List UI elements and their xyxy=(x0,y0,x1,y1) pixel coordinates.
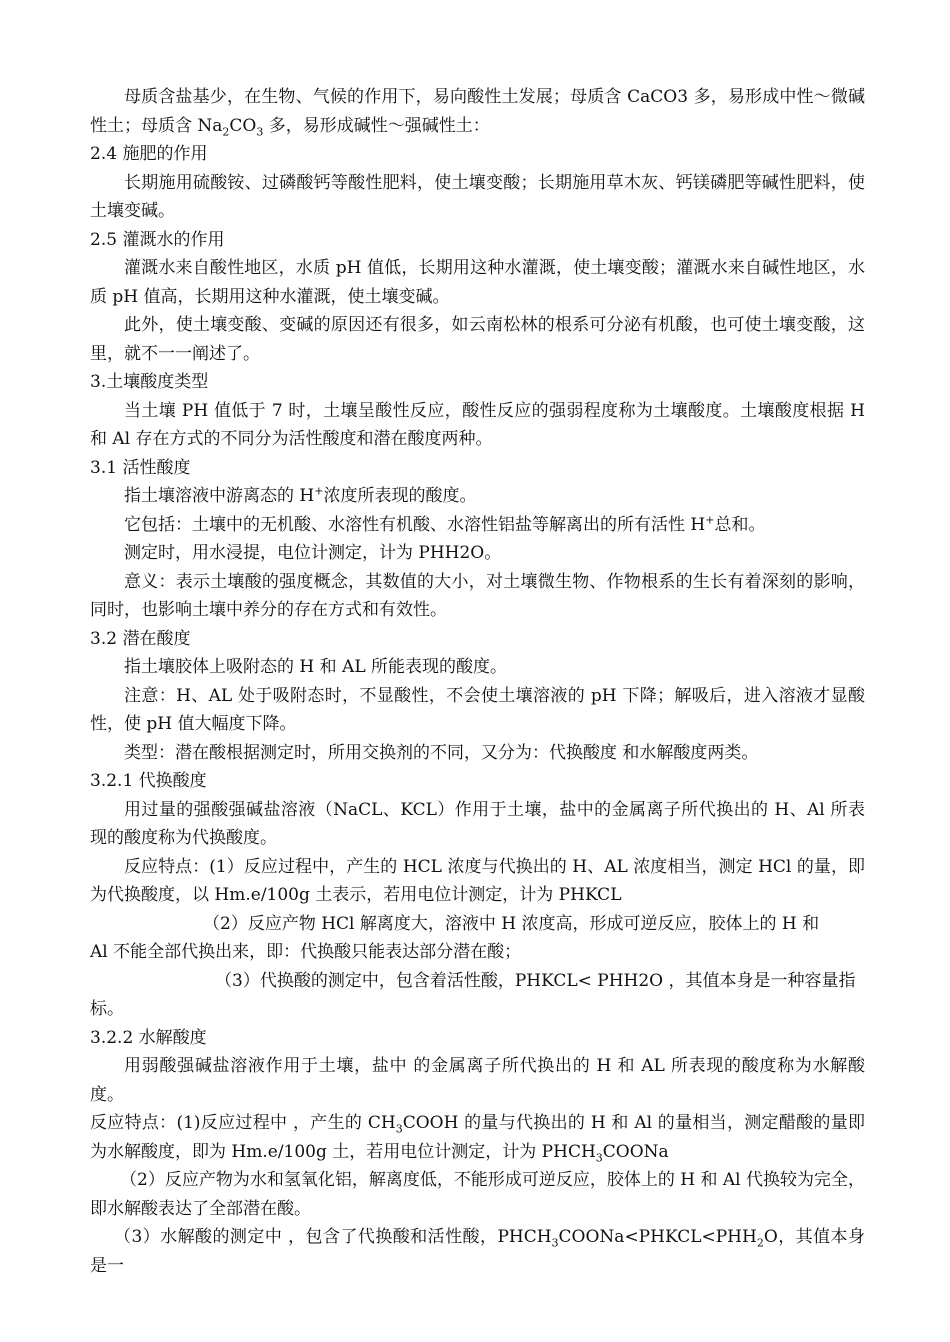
section-heading xyxy=(90,1024,865,1053)
paragraph xyxy=(90,1109,865,1166)
paragraph xyxy=(90,967,865,996)
paragraph xyxy=(90,796,865,853)
subscript: 3 xyxy=(256,124,264,138)
paragraph xyxy=(90,938,865,967)
text-run: 浓度所表现的酸度。 xyxy=(323,486,477,506)
section-heading xyxy=(90,625,865,654)
text-run: 用弱酸强碱盐溶液作用于土壤，盐中 的金属离子所代换出的 H 和 AL 所表现的酸度称为水解酸度。 xyxy=(90,1056,865,1105)
superscript: + xyxy=(705,512,715,526)
paragraph xyxy=(90,311,865,368)
subscript: 2 xyxy=(222,124,230,138)
paragraph xyxy=(90,482,865,511)
document-body xyxy=(90,83,865,1280)
text-run: 灌溉水来自酸性地区，水质 pH 值低，长期用这种水灌溉，使土壤变酸；灌溉水来自碱性地区，水质 pH 值高，长期用这种水灌溉，使土壤变碱。 xyxy=(90,258,865,307)
text-run: 3.土壤酸度类型 xyxy=(90,372,209,392)
section-heading xyxy=(90,454,865,483)
text-run: 母质含盐基少，在生物、气候的作用下，易向酸性土发展；母质含 CaCO3 多，易形成中性～微碱性土；母质含 Na xyxy=(90,87,865,136)
text-run: 指土壤溶液中游离态的 H xyxy=(124,486,315,506)
text-run: 3.1 活性酸度 xyxy=(90,457,191,478)
section-heading xyxy=(90,767,865,796)
superscript: + xyxy=(314,484,324,498)
paragraph xyxy=(90,539,865,568)
paragraph xyxy=(90,739,865,768)
text-run: 注意：H、AL 处于吸附态时，不显酸性，不会使土壤溶液的 pH 下降；解吸后，进入溶液才显酸性，使 pH 值大幅度下降。 xyxy=(90,685,865,734)
paragraph xyxy=(90,83,865,140)
section-heading xyxy=(90,226,865,255)
text-run: COONa xyxy=(602,1141,669,1162)
section-heading xyxy=(90,140,865,169)
text-run: 反应特点：(1)反应过程中 ，产生的 CH xyxy=(90,1113,396,1133)
paragraph xyxy=(90,254,865,311)
text-run: COONa<PHKCL<PHH xyxy=(558,1227,757,1247)
paragraph xyxy=(90,995,865,1024)
text-run: 反应特点：(1）反应过程中，产生的 HCL 浓度与代换出的 H、AL 浓度相当，测定 HCl 的量，即为代换酸度，以 Hm.e/100g 土表示，若用电位计测定，计为 PHKCL xyxy=(90,856,865,905)
text-run: （2）反应产物为水和氢氧化铝，解离度低，不能形成可逆反应，胶体上的 H 和 Al 代换较为完全，即水解酸表达了全部潜在酸。 xyxy=(90,1170,865,1219)
text-run: 3.2 潜在酸度 xyxy=(90,628,191,649)
section-heading xyxy=(90,368,865,397)
text-run: 用过量的强酸强碱盐溶液（NaCL、KCL）作用于土壤，盐中的金属离子所代换出的 H、Al 所表现的酸度称为代换酸度。 xyxy=(90,799,865,848)
text-run: 此外，使土壤变酸、变碱的原因还有很多，如云南松林的根系可分泌有机酸，也可使土壤变酸，这里，就不一一阐述了。 xyxy=(90,315,865,364)
paragraph xyxy=(90,853,865,910)
text-run: （2）反应产物 HCl 解离度大，溶液中 H 浓度高，形成可逆反应，胶体上的 H 和 xyxy=(203,913,820,934)
subscript: 2 xyxy=(756,1236,764,1250)
paragraph xyxy=(90,1052,865,1109)
text-run: 意义：表示土壤酸的强度概念，其数值的大小，对土壤微生物、作物根系的生长有着深刻的影响，同时，也影响土壤中养分的存在方式和有效性。 xyxy=(90,571,865,620)
text-run: COOH 的量与代换出的 H 和 Al 的量相当，测定醋酸的量即为水解酸度，即为 Hm.e/100g 土，若用电位计测定，计为 PHCH xyxy=(90,1113,865,1162)
text-run: 3.2.1 代换酸度 xyxy=(90,771,207,791)
text-run: 标。 xyxy=(90,999,124,1019)
text-run: 多，易形成碱性～强碱性土： xyxy=(263,115,490,136)
paragraph xyxy=(90,682,865,739)
paragraph xyxy=(90,653,865,682)
subscript: 3 xyxy=(551,1236,559,1250)
subscript: 3 xyxy=(395,1122,403,1136)
text-run: 测定时，用水浸提，电位计测定，计为 PHH2O。 xyxy=(124,543,502,563)
text-run: 2.4 施肥的作用 xyxy=(90,144,208,164)
text-run: CO xyxy=(229,115,257,136)
text-run: 2.5 灌溉水的作用 xyxy=(90,229,225,250)
paragraph xyxy=(90,169,865,226)
text-run: 3.2.2 水解酸度 xyxy=(90,1027,207,1048)
text-run: O，其值本身是一 xyxy=(90,1227,865,1276)
text-run: （3）水解酸的测定中 ，包含了代换酸和活性酸，PHCH xyxy=(114,1227,552,1247)
paragraph xyxy=(90,397,865,454)
subscript: 3 xyxy=(595,1150,603,1164)
paragraph xyxy=(90,568,865,625)
paragraph xyxy=(90,1166,865,1223)
paragraph xyxy=(90,511,865,540)
text-run: 类型：潜在酸根据测定时，所用交换剂的不同，又分为：代换酸度 和水解酸度两类。 xyxy=(124,742,759,763)
text-run: 总和。 xyxy=(714,514,766,535)
text-run: 当土壤 PH 值低于 7 时，土壤呈酸性反应，酸性反应的强弱程度称为土壤酸度。土壤酸度根据 H 和 Al 存在方式的不同分为活性酸度和潜在酸度两种。 xyxy=(90,400,865,449)
paragraph xyxy=(90,910,865,939)
text-run: 长期施用硫酸铵、过磷酸钙等酸性肥料，使土壤变酸；长期施用草木灰、钙镁磷肥等碱性肥料，使土壤变碱。 xyxy=(90,172,865,221)
paragraph xyxy=(90,1223,865,1280)
text-run: （3）代换酸的测定中，包含着活性酸，PHKCL< PHH2O ，其值本身是一种容量指 xyxy=(215,970,856,991)
text-run: 指土壤胶体上吸附态的 H 和 AL 所能表现的酸度。 xyxy=(124,657,508,677)
text-run: Al 不能全部代换出来，即：代换酸只能表达部分潜在酸； xyxy=(90,942,522,962)
text-run: 它包括：土壤中的无机酸、水溶性有机酸、水溶性铝盐等解离出的所有活性 H xyxy=(124,514,706,535)
